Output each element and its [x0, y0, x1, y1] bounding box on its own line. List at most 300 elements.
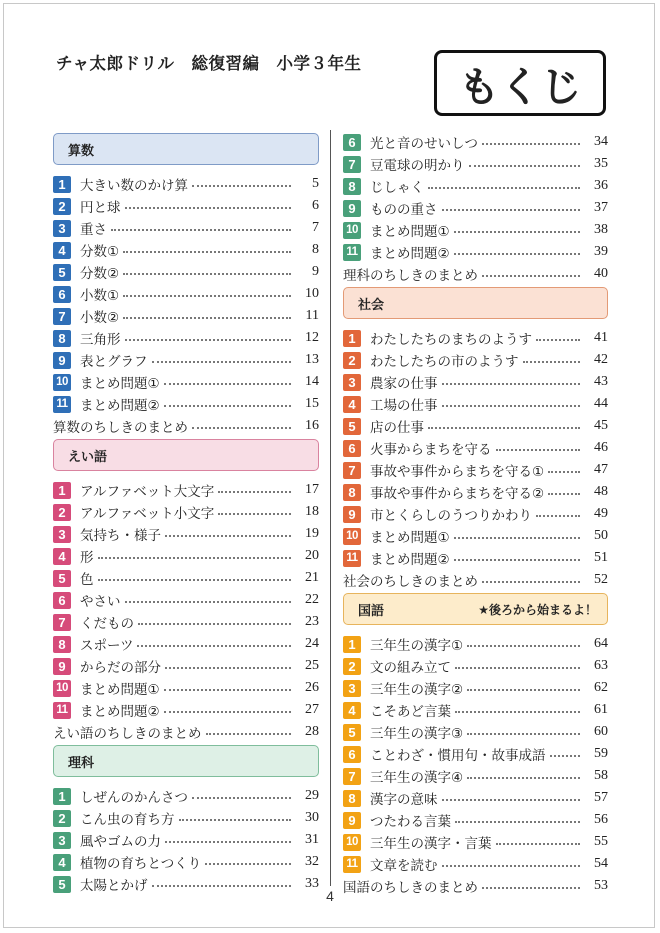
toc-entry[interactable]	[53, 655, 319, 677]
summary-title: 国語のちしきのまとめ	[343, 880, 478, 896]
entry-number-badge: 1	[53, 788, 71, 805]
dot-leader	[123, 295, 291, 297]
entry-page-number: 50	[594, 528, 608, 543]
toc-entry[interactable]	[53, 567, 319, 589]
entry-number-badge: 2	[53, 198, 71, 215]
entry-number-badge: 1	[53, 176, 71, 193]
toc-entry[interactable]	[53, 829, 319, 851]
entry-title: 三年生の漢字④	[370, 770, 464, 786]
toc-entry[interactable]	[343, 131, 608, 153]
toc-entry[interactable]	[53, 523, 319, 545]
entry-title: こそあど言葉	[370, 704, 451, 720]
entry-title: 小数②	[80, 310, 120, 326]
entry-page-number: 35	[594, 156, 608, 171]
entry-title: こん虫の育ち方	[80, 812, 175, 828]
entry-number-badge: 7	[343, 768, 361, 785]
entry-title: まとめ問題①	[370, 224, 450, 240]
entry-number-badge: 1	[343, 636, 361, 653]
dot-leader	[218, 513, 291, 515]
entry-title: 光と音のせいしつ	[370, 136, 478, 152]
entry-title: 分数①	[80, 244, 120, 260]
dot-leader	[152, 361, 292, 363]
dot-leader	[455, 711, 580, 713]
entry-title: 文章を読む	[370, 858, 438, 874]
entry-title: スポーツ	[80, 638, 134, 654]
dot-leader	[467, 689, 580, 691]
entry-number-badge: 10	[343, 834, 361, 851]
dot-leader	[123, 317, 291, 319]
dot-leader	[164, 405, 291, 407]
dot-leader	[454, 253, 580, 255]
entry-page-number: 55	[594, 834, 608, 849]
entry-page-number: 42	[594, 352, 608, 367]
summary-page-number: 28	[305, 724, 319, 739]
entry-title: 色	[80, 572, 94, 588]
entry-page-number: 34	[594, 134, 608, 149]
entry-page-number: 41	[594, 330, 608, 345]
toc-summary-entry[interactable]	[53, 721, 319, 743]
dot-leader	[165, 535, 291, 537]
entry-page-number: 64	[594, 636, 608, 651]
entry-page-number: 59	[594, 746, 608, 761]
dot-leader	[442, 209, 581, 211]
entry-number-badge: 11	[53, 396, 71, 413]
entry-number-badge: 5	[53, 264, 71, 281]
dot-leader	[482, 143, 580, 145]
summary-title: 算数のちしきのまとめ	[53, 420, 188, 436]
entry-page-number: 49	[594, 506, 608, 521]
entry-number-badge: 2	[53, 504, 71, 521]
entry-page-number: 24	[305, 636, 319, 651]
dot-leader	[428, 187, 580, 189]
entry-number-badge: 3	[53, 832, 71, 849]
toc-section	[53, 133, 319, 437]
entry-number-badge: 6	[53, 592, 71, 609]
toc-summary-entry[interactable]	[53, 415, 319, 437]
entry-number-badge: 7	[343, 462, 361, 479]
dot-leader	[125, 601, 292, 603]
entry-title: 農家の仕事	[370, 376, 438, 392]
entry-number-badge: 8	[343, 178, 361, 195]
toc-entry[interactable]	[343, 831, 608, 853]
toc-entry[interactable]	[53, 349, 319, 371]
entry-page-number: 29	[305, 788, 319, 803]
entry-page-number: 20	[305, 548, 319, 563]
entry-number-badge: 9	[343, 812, 361, 829]
dot-leader	[467, 645, 580, 647]
entry-number-badge: 6	[53, 286, 71, 303]
entry-number-badge: 9	[53, 658, 71, 675]
entry-number-badge: 5	[343, 418, 361, 435]
entry-page-number: 14	[305, 374, 319, 389]
entry-title: 三年生の漢字②	[370, 682, 464, 698]
dot-leader	[137, 645, 291, 647]
entry-title: 円と球	[80, 200, 121, 216]
section-title: 算数	[68, 143, 95, 159]
toc-entry[interactable]	[343, 633, 608, 655]
entry-number-badge: 9	[53, 352, 71, 369]
toc-entry[interactable]	[343, 743, 608, 765]
entry-number-badge: 11	[343, 244, 361, 261]
entry-page-number: 25	[305, 658, 319, 673]
dot-leader	[138, 623, 291, 625]
dot-leader	[192, 185, 291, 187]
entry-page-number: 51	[594, 550, 608, 565]
entry-page-number: 21	[305, 570, 319, 585]
entry-title: 形	[80, 550, 94, 566]
dot-leader	[123, 251, 291, 253]
dot-leader	[125, 339, 292, 341]
toc-entry[interactable]	[343, 765, 608, 787]
entry-title: まとめ問題②	[370, 552, 450, 568]
toc-entry[interactable]	[53, 239, 319, 261]
toc-summary-entry[interactable]	[343, 263, 608, 285]
dot-leader	[496, 449, 581, 451]
entry-number-badge: 8	[343, 790, 361, 807]
toc-section	[343, 593, 608, 897]
dot-leader	[165, 667, 291, 669]
entry-title: 文の組み立て	[370, 660, 451, 676]
toc-entry[interactable]	[53, 501, 319, 523]
entry-page-number: 58	[594, 768, 608, 783]
entry-number-badge: 2	[343, 658, 361, 675]
toc-section	[343, 131, 608, 285]
entry-number-badge: 8	[343, 484, 361, 501]
entry-page-number: 6	[312, 198, 319, 213]
entry-page-number: 57	[594, 790, 608, 805]
toc-entry[interactable]	[343, 393, 608, 415]
entry-title: アルファベット小文字	[80, 506, 215, 522]
entry-page-number: 7	[312, 220, 319, 235]
entry-title: まとめ問題②	[80, 398, 160, 414]
toc-entry[interactable]	[343, 787, 608, 809]
entry-title: まとめ問題①	[80, 682, 160, 698]
entry-number-badge: 1	[343, 330, 361, 347]
section-title: 社会	[358, 297, 385, 313]
book-title: チャ太郎ドリル 総復習編 小学３年生	[56, 54, 362, 73]
dot-leader	[218, 491, 291, 493]
summary-page-number: 52	[594, 572, 608, 587]
dot-leader	[469, 165, 581, 167]
section-title: えい語	[68, 449, 108, 465]
entry-title: ことわざ・慣用句・故事成語	[370, 748, 546, 764]
toc-entry[interactable]	[53, 371, 319, 393]
entry-number-badge: 7	[343, 156, 361, 173]
section-header	[343, 593, 608, 625]
dot-leader	[548, 493, 580, 495]
entry-title: しぜんのかんさつ	[80, 790, 188, 806]
toc-section	[53, 745, 319, 895]
section-header	[53, 745, 319, 777]
entry-title: まとめ問題②	[370, 246, 450, 262]
toc-entry[interactable]	[343, 327, 608, 349]
toc-entry[interactable]	[343, 677, 608, 699]
entry-page-number: 19	[305, 526, 319, 541]
entry-title: ものの重さ	[370, 202, 438, 218]
toc-entry[interactable]	[343, 415, 608, 437]
entry-number-badge: 5	[343, 724, 361, 741]
dot-leader	[455, 667, 580, 669]
dot-leader	[482, 275, 580, 277]
entry-number-badge: 1	[53, 482, 71, 499]
dot-leader	[152, 885, 292, 887]
toc-entry[interactable]	[343, 525, 608, 547]
entry-number-badge: 8	[53, 330, 71, 347]
dot-leader	[548, 471, 580, 473]
toc-entry[interactable]	[343, 699, 608, 721]
entry-number-badge: 11	[53, 702, 71, 719]
entry-title: わたしたちの市のようす	[370, 354, 519, 370]
dot-leader	[536, 339, 580, 341]
toc-entry[interactable]	[53, 589, 319, 611]
entry-number-badge: 10	[343, 528, 361, 545]
entry-title: 火事からまちを守る	[370, 442, 492, 458]
entry-page-number: 8	[312, 242, 319, 257]
entry-number-badge: 6	[343, 134, 361, 151]
entry-number-badge: 4	[343, 396, 361, 413]
dot-leader	[454, 559, 580, 561]
toc-entry[interactable]	[343, 371, 608, 393]
toc-entry[interactable]	[343, 349, 608, 371]
entry-page-number: 11	[305, 308, 319, 323]
entry-title: 三年生の漢字①	[370, 638, 464, 654]
entry-number-badge: 6	[343, 746, 361, 763]
section-header	[53, 439, 319, 471]
dot-leader	[550, 755, 581, 757]
entry-title: わたしたちのまちのようす	[370, 332, 532, 348]
toc-entry[interactable]	[53, 305, 319, 327]
dot-leader	[205, 863, 291, 865]
toc-entry[interactable]	[343, 481, 608, 503]
entry-page-number: 10	[305, 286, 319, 301]
entry-page-number: 36	[594, 178, 608, 193]
toc-section	[53, 439, 319, 743]
entry-number-badge: 8	[53, 636, 71, 653]
toc-entry[interactable]	[343, 459, 608, 481]
toc-entry[interactable]	[343, 809, 608, 831]
dot-leader	[454, 231, 580, 233]
entry-title: 豆電球の明かり	[370, 158, 465, 174]
entry-title: くだもの	[80, 616, 134, 632]
entry-page-number: 43	[594, 374, 608, 389]
entry-title: 店の仕事	[370, 420, 424, 436]
section-title: 国語	[358, 603, 385, 619]
entry-number-badge: 4	[53, 854, 71, 871]
toc-entry[interactable]	[343, 853, 608, 875]
entry-number-badge: 4	[53, 548, 71, 565]
entry-title: 三年生の漢字③	[370, 726, 464, 742]
toc-entry[interactable]	[343, 547, 608, 569]
entry-number-badge: 3	[343, 374, 361, 391]
entry-page-number: 15	[305, 396, 319, 411]
toc-entry[interactable]	[343, 437, 608, 459]
toc-entry[interactable]	[53, 261, 319, 283]
entry-title: 三年生の漢字・言葉	[370, 836, 492, 852]
entry-page-number: 27	[305, 702, 319, 717]
dot-leader	[454, 537, 580, 539]
page-number: 4	[326, 888, 334, 904]
toc-entry[interactable]	[53, 699, 319, 721]
entry-title: 事故や事件からまちを守る①	[370, 464, 545, 480]
entry-number-badge: 4	[53, 242, 71, 259]
toc-entry[interactable]	[53, 677, 319, 699]
entry-number-badge: 3	[53, 526, 71, 543]
entry-title: じしゃく	[370, 180, 424, 196]
dot-leader	[496, 843, 581, 845]
entry-number-badge: 7	[53, 308, 71, 325]
toc-entry[interactable]	[343, 153, 608, 175]
summary-title: 理科のちしきのまとめ	[343, 268, 478, 284]
toc-entry[interactable]	[343, 655, 608, 677]
toc-section	[343, 287, 608, 591]
toc-title-box	[434, 50, 606, 116]
dot-leader	[442, 383, 581, 385]
dot-leader	[164, 711, 291, 713]
entry-number-badge: 7	[53, 614, 71, 631]
entry-number-badge: 3	[53, 220, 71, 237]
toc-entry[interactable]	[53, 807, 319, 829]
dot-leader	[98, 557, 292, 559]
entry-title: まとめ問題①	[80, 376, 160, 392]
dot-leader	[206, 733, 292, 735]
section-header	[53, 133, 319, 165]
dot-leader	[442, 405, 581, 407]
toc-entry[interactable]	[53, 633, 319, 655]
entry-title: 大きい数のかけ算	[80, 178, 188, 194]
entry-number-badge: 10	[53, 374, 71, 391]
toc-entry[interactable]	[53, 393, 319, 415]
dot-leader	[428, 427, 580, 429]
entry-page-number: 62	[594, 680, 608, 695]
dot-leader	[179, 819, 292, 821]
dot-leader	[467, 733, 580, 735]
entry-number-badge: 10	[53, 680, 71, 697]
toc-entry[interactable]	[53, 283, 319, 305]
dot-leader	[164, 383, 291, 385]
toc-entry[interactable]	[53, 479, 319, 501]
toc-entry[interactable]	[343, 219, 608, 241]
summary-title: えい語のちしきのまとめ	[53, 726, 202, 742]
toc-entry[interactable]	[343, 175, 608, 197]
entry-number-badge: 3	[343, 680, 361, 697]
toc-title: もくじ	[458, 62, 582, 111]
dot-leader	[523, 361, 581, 363]
toc-entry[interactable]	[53, 851, 319, 873]
entry-title: 漢字の意味	[370, 792, 438, 808]
entry-title: 風やゴムの力	[80, 834, 161, 850]
entry-title: まとめ問題②	[80, 704, 160, 720]
dot-leader	[482, 581, 580, 583]
dot-leader	[98, 579, 292, 581]
entry-page-number: 60	[594, 724, 608, 739]
toc-entry[interactable]	[343, 241, 608, 263]
entry-title: 重さ	[80, 222, 107, 238]
dot-leader	[125, 207, 292, 209]
dot-leader	[123, 273, 291, 275]
entry-page-number: 56	[594, 812, 608, 827]
toc-entry[interactable]	[53, 195, 319, 217]
summary-page-number: 16	[305, 418, 319, 433]
entry-page-number: 44	[594, 396, 608, 411]
toc-summary-entry[interactable]	[343, 569, 608, 591]
entry-page-number: 26	[305, 680, 319, 695]
entry-page-number: 22	[305, 592, 319, 607]
dot-leader	[442, 865, 581, 867]
entry-number-badge: 5	[53, 876, 71, 893]
section-header	[343, 287, 608, 319]
entry-page-number: 30	[305, 810, 319, 825]
column-divider	[330, 130, 331, 886]
entry-title: 植物の育ちとつくり	[80, 856, 202, 872]
entry-page-number: 31	[305, 832, 319, 847]
entry-title: やさい	[80, 594, 121, 610]
toc-entry[interactable]	[53, 785, 319, 807]
entry-number-badge: 11	[343, 856, 361, 873]
right-column	[343, 131, 608, 897]
summary-title: 社会のちしきのまとめ	[343, 574, 478, 590]
entry-title: まとめ問題①	[370, 530, 450, 546]
toc-entry[interactable]	[343, 503, 608, 525]
entry-number-badge: 10	[343, 222, 361, 239]
entry-number-badge: 2	[343, 352, 361, 369]
entry-title: 三角形	[80, 332, 121, 348]
entry-page-number: 63	[594, 658, 608, 673]
dot-leader	[536, 515, 580, 517]
entry-page-number: 18	[305, 504, 319, 519]
entry-page-number: 39	[594, 244, 608, 259]
entry-page-number: 32	[305, 854, 319, 869]
toc-entry[interactable]	[343, 721, 608, 743]
toc-entry[interactable]	[53, 545, 319, 567]
entry-page-number: 38	[594, 222, 608, 237]
entry-page-number: 46	[594, 440, 608, 455]
dot-leader	[192, 427, 291, 429]
entry-number-badge: 9	[343, 506, 361, 523]
summary-page-number: 40	[594, 266, 608, 281]
section-note: ★後ろから始まるよ！	[478, 602, 597, 617]
toc-entry[interactable]	[53, 611, 319, 633]
dot-leader	[455, 821, 580, 823]
entry-title: 表とグラフ	[80, 354, 148, 370]
toc-entry[interactable]	[343, 197, 608, 219]
entry-title: 工場の仕事	[370, 398, 438, 414]
toc-entry[interactable]	[53, 327, 319, 349]
entry-number-badge: 11	[343, 550, 361, 567]
dot-leader	[165, 841, 291, 843]
entry-title: 市とくらしのうつりかわり	[370, 508, 532, 524]
entry-title: からだの部分	[80, 660, 161, 676]
entry-page-number: 33	[305, 876, 319, 891]
entry-page-number: 61	[594, 702, 608, 717]
entry-page-number: 12	[305, 330, 319, 345]
entry-title: つたわる言葉	[370, 814, 451, 830]
dot-leader	[164, 689, 291, 691]
toc-entry[interactable]	[53, 173, 319, 195]
entry-page-number: 54	[594, 856, 608, 871]
entry-page-number: 47	[594, 462, 608, 477]
entry-number-badge: 5	[53, 570, 71, 587]
entry-page-number: 48	[594, 484, 608, 499]
toc-entry[interactable]	[53, 217, 319, 239]
dot-leader	[111, 229, 291, 231]
dot-leader	[442, 799, 581, 801]
entry-page-number: 9	[312, 264, 319, 279]
section-title: 理科	[68, 755, 95, 771]
entry-title: 分数②	[80, 266, 120, 282]
entry-title: 気持ち・様子	[80, 528, 161, 544]
summary-page-number: 53	[594, 878, 608, 893]
entry-title: 事故や事件からまちを守る②	[370, 486, 545, 502]
